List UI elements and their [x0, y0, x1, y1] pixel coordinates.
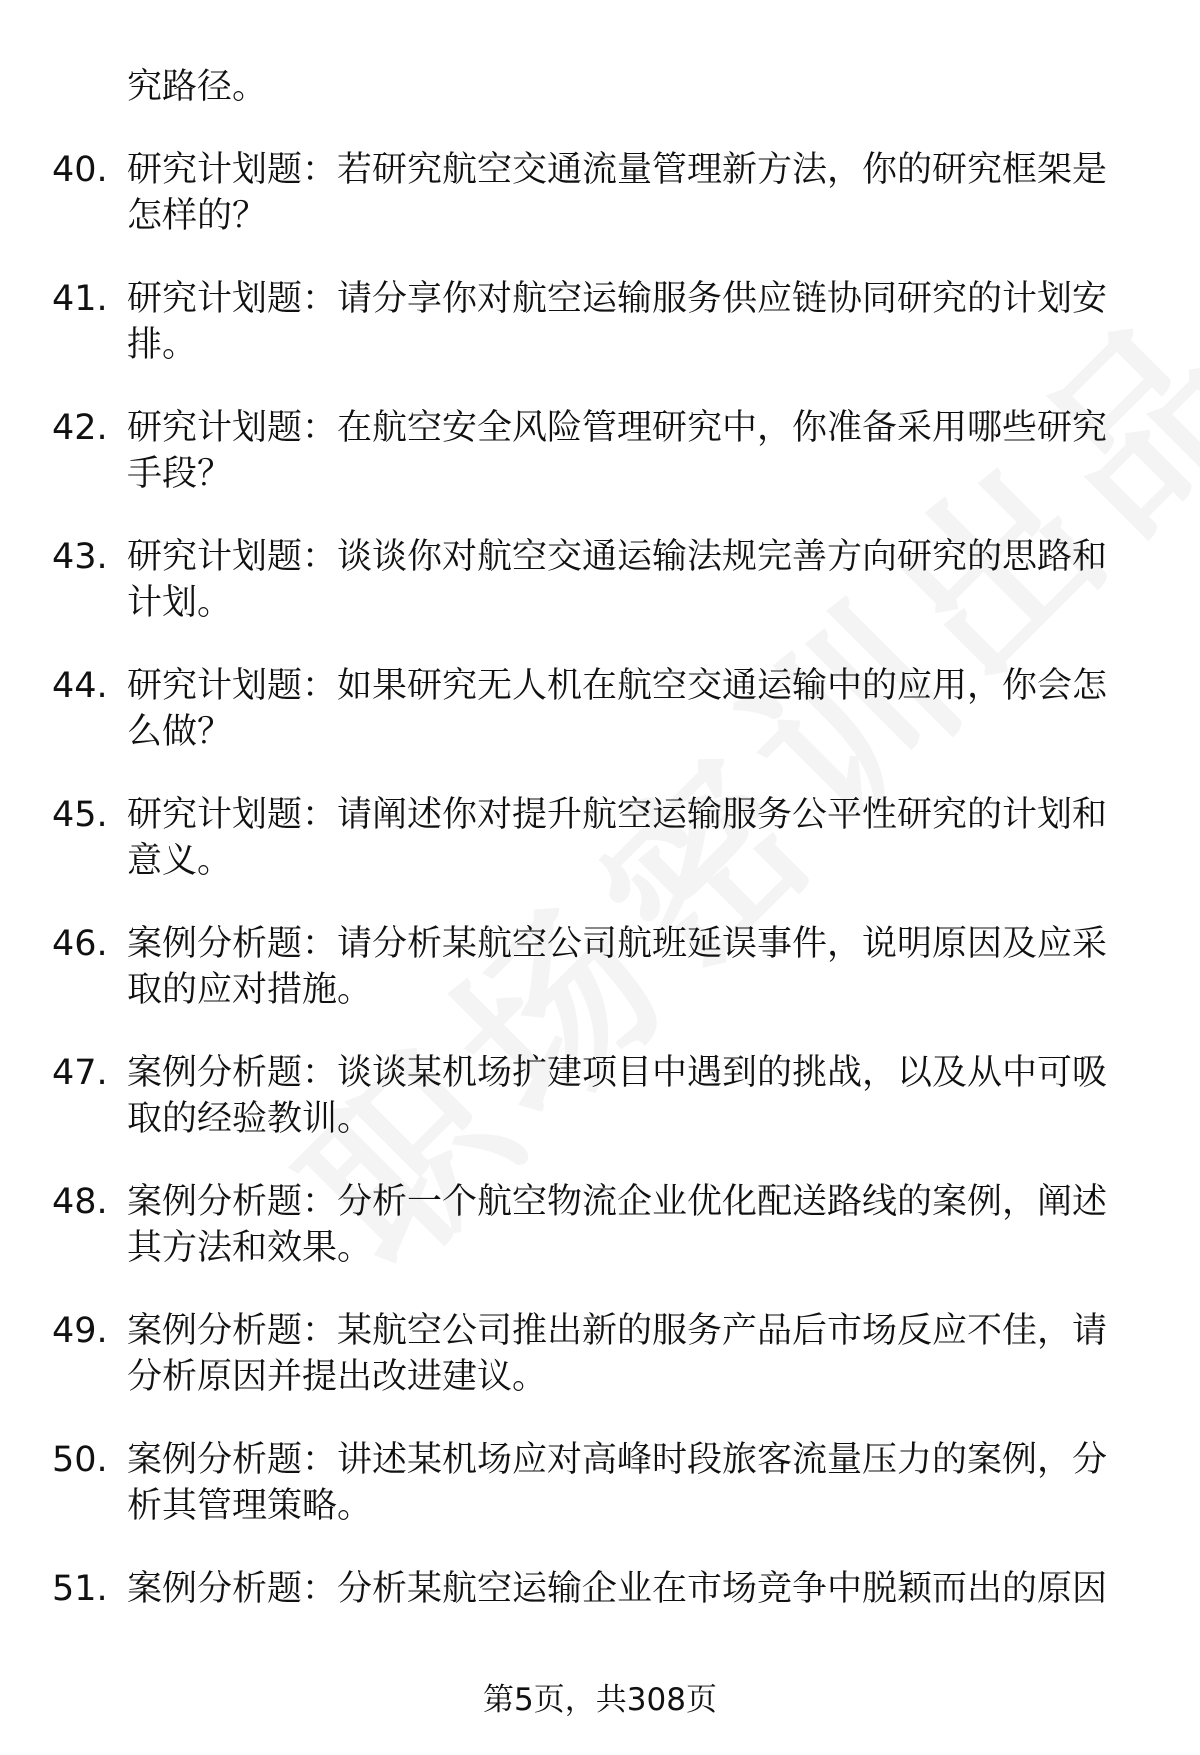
item-text: 研究计划题：若研究航空交通流量管理新方法，你的研究框架是怎样的？	[127, 150, 1108, 236]
list-item	[0, 921, 1200, 1013]
list-item	[0, 1179, 1200, 1271]
item-number: 44.	[52, 666, 108, 706]
question-list	[0, 64, 1200, 1649]
item-number: 47.	[52, 1053, 108, 1093]
list-item	[0, 792, 1200, 884]
items-container	[0, 147, 1200, 1612]
item-text: 研究计划题：请阐述你对提升航空运输服务公平性研究的计划和意义。	[127, 795, 1108, 881]
item-text: 研究计划题：如果研究无人机在航空交通运输中的应用，你会怎么做？	[127, 666, 1108, 752]
item-number: 42.	[52, 408, 108, 448]
page-footer: 第5页，共308页	[483, 1682, 717, 1718]
item-number: 48.	[52, 1182, 108, 1222]
item-text: 案例分析题：某航空公司推出新的服务产品后市场反应不佳，请分析原因并提出改进建议。	[127, 1311, 1108, 1397]
item-number: 40.	[52, 150, 108, 190]
item-number: 45.	[52, 795, 108, 835]
list-item	[0, 405, 1200, 497]
list-item	[0, 1566, 1200, 1612]
list-item	[0, 1437, 1200, 1529]
list-item	[0, 534, 1200, 626]
item-number: 43.	[52, 537, 108, 577]
item-text: 案例分析题：谈谈某机场扩建项目中遇到的挑战，以及从中可吸取的经验教训。	[127, 1053, 1108, 1139]
list-item	[0, 1050, 1200, 1142]
item-number: 51.	[52, 1569, 108, 1609]
item-text: 案例分析题：分析一个航空物流企业优化配送路线的案例，阐述其方法和效果。	[127, 1182, 1108, 1268]
item-number: 50.	[52, 1440, 108, 1480]
item-text: 案例分析题：请分析某航空公司航班延误事件，说明原因及应采取的应对措施。	[127, 924, 1108, 1010]
item-text: 研究计划题：在航空安全风险管理研究中，你准备采用哪些研究手段？	[127, 408, 1108, 494]
item-text: 案例分析题：讲述某机场应对高峰时段旅客流量压力的案例，分析其管理策略。	[127, 1440, 1108, 1526]
list-item	[0, 1308, 1200, 1400]
list-item	[0, 147, 1200, 239]
item-text: 研究计划题：谈谈你对航空交通运输法规完善方向研究的思路和计划。	[127, 537, 1108, 623]
item-text: 案例分析题：分析某航空运输企业在市场竞争中脱颖而出的原因	[127, 1569, 1108, 1609]
item-text: 研究计划题：请分享你对航空运输服务供应链协同研究的计划安排。	[127, 279, 1108, 365]
continuation-text: 究路径。	[127, 67, 268, 107]
list-item	[0, 663, 1200, 755]
item-number: 46.	[52, 924, 108, 964]
list-item	[0, 276, 1200, 368]
item-number: 41.	[52, 279, 108, 319]
item-number: 49.	[52, 1311, 108, 1351]
